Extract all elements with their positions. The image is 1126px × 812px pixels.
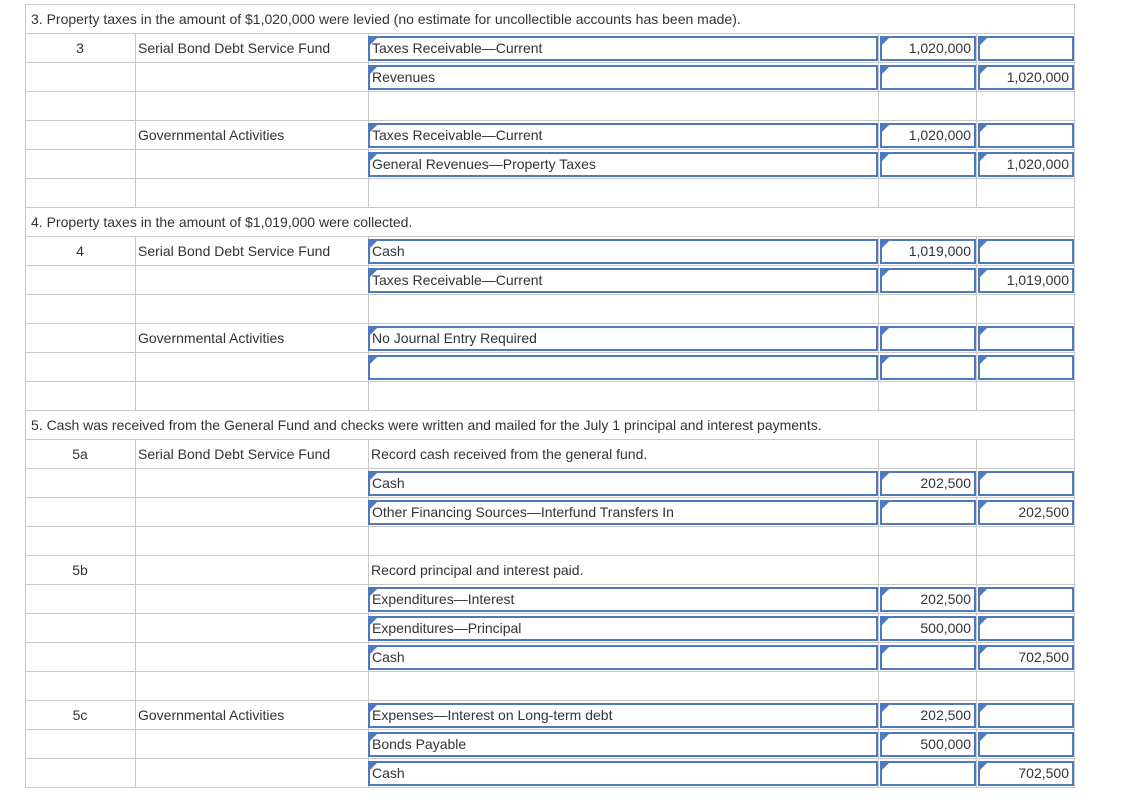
journal-row <box>25 613 1075 642</box>
fund-name: Serial Bond Debt Service Fund <box>138 40 331 56</box>
credit-amount: 1,020,000 <box>1006 69 1069 85</box>
grid-line <box>1074 121 1075 149</box>
account-select[interactable] <box>368 268 878 293</box>
entry-number <box>25 63 135 91</box>
account-select[interactable] <box>368 761 878 786</box>
field-marker-icon <box>882 154 889 161</box>
grid-line <box>1074 266 1075 294</box>
grid-line <box>878 353 879 381</box>
debit-input[interactable] <box>880 152 976 177</box>
credit-input[interactable] <box>978 355 1074 380</box>
grid-line <box>135 585 136 613</box>
grid-line <box>135 469 136 497</box>
account-name: Other Financing Sources—Interfund Transfers In <box>372 504 674 520</box>
blank-row <box>25 671 1075 700</box>
field-marker-icon <box>882 734 889 741</box>
fund-name: Governmental Activities <box>138 127 285 143</box>
transaction-header-row <box>25 410 1075 439</box>
credit-input[interactable] <box>978 703 1074 728</box>
grid-line <box>976 556 977 584</box>
grid-line <box>976 643 977 671</box>
fund-name: Governmental Activities <box>138 707 285 723</box>
grid-line <box>976 730 977 758</box>
field-marker-icon <box>882 705 889 712</box>
grid-line <box>1074 614 1075 642</box>
grid-line <box>878 469 879 497</box>
grid-line <box>976 440 977 468</box>
blank-row <box>25 381 1075 410</box>
transaction-header-row <box>25 4 1075 33</box>
grid-line <box>878 498 879 526</box>
grid-line <box>878 730 879 758</box>
grid-line <box>976 150 977 178</box>
entry-number: 4 <box>76 243 84 259</box>
journal-row <box>25 236 1075 265</box>
grid-line <box>878 266 879 294</box>
grid-line <box>878 237 879 265</box>
credit-amount: 202,500 <box>1018 504 1069 520</box>
account-name: Bonds Payable <box>372 736 467 752</box>
field-marker-icon <box>980 270 987 277</box>
entry-number: 5c <box>72 707 88 723</box>
account-name: Cash <box>372 765 405 781</box>
debit-input[interactable] <box>880 616 976 641</box>
grid-line <box>1074 556 1075 584</box>
grid-line <box>135 498 136 526</box>
field-marker-icon <box>882 473 889 480</box>
debit-input[interactable] <box>880 471 976 496</box>
account-name: Expenses—Interest on Long-term debt <box>372 707 613 723</box>
grid-line <box>976 382 977 410</box>
fund-name <box>138 759 368 787</box>
grid-line <box>135 527 136 555</box>
credit-input[interactable] <box>978 471 1074 496</box>
grid-line <box>135 614 136 642</box>
grid-line <box>135 34 136 62</box>
entry-instruction: Record cash received from the general fund. <box>371 446 648 462</box>
grid-line <box>878 34 879 62</box>
account-name: Revenues <box>372 69 436 85</box>
dropdown-marker-icon <box>370 357 377 364</box>
grid-line <box>135 643 136 671</box>
journal-row <box>25 439 1075 468</box>
account-select[interactable] <box>368 65 878 90</box>
field-marker-icon <box>980 241 987 248</box>
field-marker-icon <box>882 763 889 770</box>
debit-input[interactable] <box>880 645 976 670</box>
grid-line <box>1074 585 1075 613</box>
account-select[interactable] <box>368 732 878 757</box>
account-name: Cash <box>372 243 405 259</box>
debit-input[interactable] <box>880 239 976 264</box>
grid-line <box>1074 237 1075 265</box>
credit-input[interactable] <box>978 123 1074 148</box>
journal-row <box>25 758 1075 788</box>
entry-number <box>25 759 135 787</box>
grid-line <box>878 92 879 120</box>
credit-input[interactable] <box>978 152 1074 177</box>
grid-line <box>1074 469 1075 497</box>
field-marker-icon <box>882 502 889 509</box>
grid-line <box>135 237 136 265</box>
transaction-description: 3. Property taxes in the amount of $1,020,000 were levied (no estimate for uncollectible accounts has been made). <box>31 11 741 27</box>
grid-line <box>135 121 136 149</box>
fund-name <box>138 556 368 584</box>
journal-row <box>25 584 1075 613</box>
grid-line <box>1074 730 1075 758</box>
field-marker-icon <box>980 763 987 770</box>
account-name: Expenditures—Principal <box>372 620 522 636</box>
fund-name <box>138 730 368 758</box>
journal-row <box>25 468 1075 497</box>
grid-line <box>976 121 977 149</box>
debit-input[interactable] <box>880 65 976 90</box>
debit-amount: 1,020,000 <box>908 40 971 56</box>
journal-row <box>25 265 1075 294</box>
grid-line <box>1074 92 1075 120</box>
account-name: Taxes Receivable—Current <box>372 40 543 56</box>
account-name: No Journal Entry Required <box>372 330 537 346</box>
journal-row <box>25 700 1075 729</box>
grid-line <box>1074 179 1075 207</box>
journal-row <box>25 729 1075 758</box>
entry-number <box>25 469 135 497</box>
grid-line <box>976 179 977 207</box>
transaction-description: 5. Cash was received from the General Fund and checks were written and mailed for the July 1 principal and interest payments. <box>31 417 822 433</box>
grid-line <box>1074 672 1075 700</box>
grid-line <box>976 266 977 294</box>
grid-line <box>976 63 977 91</box>
fund-name: Governmental Activities <box>138 330 285 346</box>
grid-line <box>878 643 879 671</box>
grid-line <box>976 92 977 120</box>
grid-line <box>1074 527 1075 555</box>
field-marker-icon <box>980 154 987 161</box>
debit-input[interactable] <box>880 355 976 380</box>
fund-name <box>138 266 368 294</box>
grid-line <box>976 614 977 642</box>
debit-amount: 202,500 <box>920 707 971 723</box>
grid-line <box>976 701 977 729</box>
grid-line <box>976 353 977 381</box>
field-marker-icon <box>882 270 889 277</box>
grid-line <box>25 382 26 410</box>
fund-name <box>138 469 368 497</box>
grid-line <box>135 353 136 381</box>
field-marker-icon <box>882 589 889 596</box>
field-marker-icon <box>980 38 987 45</box>
entry-number <box>25 150 135 178</box>
entry-number: 5a <box>72 446 88 462</box>
grid-line <box>976 237 977 265</box>
grid-line <box>135 150 136 178</box>
journal-row <box>25 555 1075 584</box>
fund-name <box>138 353 368 381</box>
entry-number <box>25 585 135 613</box>
fund-name <box>138 63 368 91</box>
grid-line <box>135 179 136 207</box>
credit-input[interactable] <box>978 65 1074 90</box>
grid-line <box>368 527 369 555</box>
account-select[interactable] <box>368 703 878 728</box>
debit-amount: 202,500 <box>920 591 971 607</box>
grid-line <box>878 295 879 323</box>
account-select[interactable] <box>368 152 878 177</box>
grid-line <box>135 440 136 468</box>
grid-line <box>135 701 136 729</box>
grid-line <box>976 759 977 787</box>
debit-amount: 1,019,000 <box>908 243 971 259</box>
entry-number <box>25 643 135 671</box>
journal-row <box>25 149 1075 178</box>
blank-row <box>25 178 1075 207</box>
grid-line <box>135 382 136 410</box>
debit-input[interactable] <box>880 123 976 148</box>
journal-row <box>25 62 1075 91</box>
account-select[interactable] <box>368 36 878 61</box>
grid-line <box>135 266 136 294</box>
entry-number: 3 <box>76 40 84 56</box>
grid-line <box>1074 701 1075 729</box>
field-marker-icon <box>980 502 987 509</box>
blank-row <box>25 526 1075 555</box>
grid-line <box>1074 643 1075 671</box>
entry-number <box>25 121 135 149</box>
field-marker-icon <box>980 589 987 596</box>
grid-line <box>878 382 879 410</box>
field-marker-icon <box>882 67 889 74</box>
fund-name: Serial Bond Debt Service Fund <box>138 446 331 462</box>
account-name: Taxes Receivable—Current <box>372 272 543 288</box>
account-select[interactable] <box>368 123 878 148</box>
grid-line <box>135 759 136 787</box>
grid-line <box>878 585 879 613</box>
entry-number: 5b <box>72 562 88 578</box>
grid-line <box>976 295 977 323</box>
grid-line <box>1074 759 1075 787</box>
entry-instruction: Record principal and interest paid. <box>371 562 584 578</box>
credit-input[interactable] <box>978 616 1074 641</box>
grid-line <box>135 295 136 323</box>
grid-line <box>878 324 879 352</box>
field-marker-icon <box>980 67 987 74</box>
grid-line <box>1074 150 1075 178</box>
debit-amount: 202,500 <box>920 475 971 491</box>
grid-line <box>368 382 369 410</box>
grid-line <box>25 179 26 207</box>
account-select[interactable] <box>368 616 878 641</box>
field-marker-icon <box>980 357 987 364</box>
debit-amount: 500,000 <box>920 736 971 752</box>
debit-input[interactable] <box>880 326 976 351</box>
blank-row <box>25 91 1075 120</box>
grid-line <box>976 672 977 700</box>
grid-line <box>976 498 977 526</box>
field-marker-icon <box>980 734 987 741</box>
field-marker-icon <box>882 647 889 654</box>
grid-line <box>135 92 136 120</box>
grid-line <box>878 556 879 584</box>
fund-name <box>138 614 368 642</box>
grid-line <box>976 469 977 497</box>
grid-line <box>878 614 879 642</box>
account-select[interactable] <box>368 326 878 351</box>
account-name: Expenditures—Interest <box>372 591 515 607</box>
grid-line <box>368 556 369 584</box>
grid-line <box>1074 295 1075 323</box>
account-select[interactable] <box>368 645 878 670</box>
debit-amount: 1,020,000 <box>908 127 971 143</box>
grid-line <box>135 324 136 352</box>
field-marker-icon <box>980 473 987 480</box>
grid-line <box>878 701 879 729</box>
grid-line <box>976 34 977 62</box>
credit-input[interactable] <box>978 268 1074 293</box>
field-marker-icon <box>882 125 889 132</box>
fund-name <box>138 498 368 526</box>
debit-input[interactable] <box>880 732 976 757</box>
credit-amount: 1,020,000 <box>1006 156 1069 172</box>
fund-name: Serial Bond Debt Service Fund <box>138 243 331 259</box>
grid-line <box>878 672 879 700</box>
grid-line <box>878 63 879 91</box>
journal-row <box>25 33 1075 62</box>
debit-input[interactable] <box>880 587 976 612</box>
grid-line <box>135 672 136 700</box>
grid-line <box>25 672 26 700</box>
account-name: Cash <box>372 649 405 665</box>
grid-line <box>878 179 879 207</box>
grid-line <box>878 121 879 149</box>
grid-line <box>878 527 879 555</box>
debit-input[interactable] <box>880 761 976 786</box>
field-marker-icon <box>882 357 889 364</box>
account-name: Cash <box>372 475 405 491</box>
journal-row <box>25 323 1075 352</box>
grid-line <box>1074 440 1075 468</box>
grid-line <box>135 556 136 584</box>
credit-input[interactable] <box>978 645 1074 670</box>
grid-line <box>25 92 26 120</box>
blank-row <box>25 294 1075 323</box>
credit-input[interactable] <box>978 36 1074 61</box>
field-marker-icon <box>980 328 987 335</box>
grid-line <box>1074 324 1075 352</box>
field-marker-icon <box>882 38 889 45</box>
grid-line <box>368 179 369 207</box>
entry-number <box>25 324 135 352</box>
debit-input[interactable] <box>880 703 976 728</box>
grid-line <box>135 63 136 91</box>
grid-line <box>25 295 26 323</box>
account-name: Taxes Receivable—Current <box>372 127 543 143</box>
entry-number <box>25 266 135 294</box>
credit-amount: 702,500 <box>1018 765 1069 781</box>
credit-input[interactable] <box>978 761 1074 786</box>
grid-line <box>25 527 26 555</box>
account-select[interactable] <box>368 239 878 264</box>
grid-line <box>976 324 977 352</box>
grid-line <box>135 730 136 758</box>
grid-line <box>976 527 977 555</box>
grid-line <box>368 92 369 120</box>
debit-amount: 500,000 <box>920 620 971 636</box>
credit-input[interactable] <box>978 732 1074 757</box>
grid-line <box>878 440 879 468</box>
fund-name <box>138 150 368 178</box>
grid-line <box>878 759 879 787</box>
field-marker-icon <box>882 241 889 248</box>
entry-number <box>25 353 135 381</box>
grid-line <box>1074 382 1075 410</box>
credit-amount: 702,500 <box>1018 649 1069 665</box>
credit-input[interactable] <box>978 239 1074 264</box>
field-marker-icon <box>980 647 987 654</box>
entry-number <box>25 498 135 526</box>
field-marker-icon <box>980 125 987 132</box>
credit-input[interactable] <box>978 326 1074 351</box>
transaction-header-row <box>25 207 1075 236</box>
entry-number <box>25 730 135 758</box>
entry-number <box>25 614 135 642</box>
field-marker-icon <box>882 618 889 625</box>
account-select[interactable] <box>368 587 878 612</box>
debit-input[interactable] <box>880 36 976 61</box>
grid-line <box>976 585 977 613</box>
credit-input[interactable] <box>978 500 1074 525</box>
transaction-description: 4. Property taxes in the amount of $1,019,000 were collected. <box>31 214 413 230</box>
grid-line <box>368 295 369 323</box>
fund-name <box>138 643 368 671</box>
account-select[interactable] <box>368 355 878 380</box>
field-marker-icon <box>980 618 987 625</box>
credit-amount: 1,019,000 <box>1006 272 1069 288</box>
grid-line <box>1074 34 1075 62</box>
grid-line <box>368 672 369 700</box>
grid-line <box>1074 498 1075 526</box>
field-marker-icon <box>980 705 987 712</box>
grid-line <box>368 440 369 468</box>
journal-row <box>25 642 1075 671</box>
fund-name <box>138 585 368 613</box>
journal-row <box>25 352 1075 381</box>
debit-input[interactable] <box>880 500 976 525</box>
debit-input[interactable] <box>880 268 976 293</box>
journal-row <box>25 120 1075 149</box>
field-marker-icon <box>882 328 889 335</box>
grid-line <box>878 150 879 178</box>
credit-input[interactable] <box>978 587 1074 612</box>
account-name: General Revenues—Property Taxes <box>372 156 596 172</box>
journal-row <box>25 497 1075 526</box>
account-select[interactable] <box>368 500 878 525</box>
grid-line <box>1074 63 1075 91</box>
grid-line <box>1074 353 1075 381</box>
account-select[interactable] <box>368 471 878 496</box>
